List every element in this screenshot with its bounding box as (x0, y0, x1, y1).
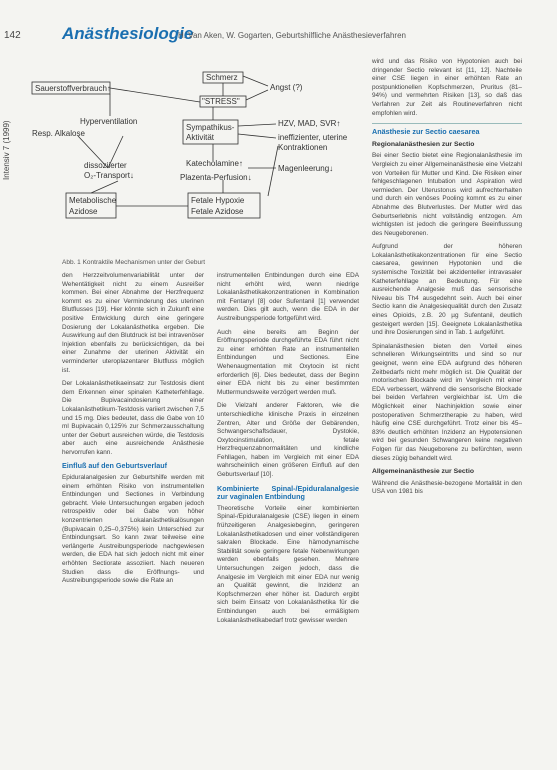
label-hyperventilation: Hyperventilation (80, 117, 138, 126)
col3-paragraph: Spinalanästhesien bieten den Vorteil eines schnelleren Wirkungseintritts und sind so nur geeignet, wenn eine EDA aufgrund des höheren Zeitbedarfs nicht mehr möglich ist. Die Qualität der motorischen Blockade wird im Vergleich mit einer EDA verbessert, während die sensorische Blockade bei beiden Verfahren vergleichbar ist. Um die Möglichkeit einer Nachinjektion sowie einer postoperativen Schmerztherapie zu haben, wird häufig eine CSE durchgeführt. Trotz einer bis 45–83% deutlich erhöhten Inzidenz an Hypotensionen wird bei gesunden Schwangeren keine negativen Folgen für das Neugeborene zu befürchten, wenn dieses zügig behandelt wird. (372, 342, 522, 462)
col3-subheading: Regionalanästhesien zur Sectio (372, 140, 475, 148)
col3-subheading: Allgemeinanästhesie zur Sectio (372, 468, 474, 476)
col3-paragraph: wird und das Risiko von Hypotonien auch bei dringender Sectio relevant ist [11, 12]. Nachteile einer CSE liegen in einer erhöhten Rate an postpunktionellen Kopfschmerzen, Pruritus (81–94%) und vermehrten Risiken [13], so daß das Verfahren zur Zeit als Routineverfahren nicht empfohlen wird. (372, 58, 522, 117)
label-aktivitat: Aktivität (186, 133, 215, 142)
col2-paragraph: Auch eine bereits am Beginn der Eröffnungsperiode durchgeführte EDA führt nicht zu einer erhöhten Rate an instrumentellen Entbindungen und Sectiones. Eine Wehenaugmentation mit Oxytocin ist nicht erforderlich [6]. Dies bedeutet, dass der Beginn einer EDA nicht bis zu einer bestimmten Muttermundsweite verzögert werden muß. (217, 328, 359, 396)
col1-paragraph: Der Lokalanästhetikaeinsatz zur Testdosis dient dem Erkennen einer spinalen Katheterfehllage. Die Bupivacaindosierung einer Lokalanästhetikum-Testdosis variiert zwischen 7,5 und 15 mg. Dies bedeutet, dass die Gabe von 10 ml Bupivacain 0,125% zur Schmerzausschaltung unter der Geburt ausreichen würde, die Testdosis aber auch eine ausreichende Anästhesie hervorrufen kann. (62, 380, 204, 456)
col1-heading: Einfluß auf den Geburtsverlauf (62, 461, 168, 471)
label-angst: Angst (?) (270, 83, 303, 92)
label-kontraktionen: Kontraktionen (278, 143, 328, 152)
figure-caption: Abb. 1 Kontraktile Mechanismen unter der Geburt (62, 259, 206, 266)
label-fetale-azidose: Fetale Azidose (191, 207, 244, 216)
col2-heading: Kombinierte Spinal-/Epiduralanalgesie zur vaginalen Entbindung (217, 483, 359, 502)
column-1 (62, 272, 204, 762)
col3-paragraph: Bei einer Sectio bietet eine Regionalanästhesie im Vergleich zu einer Allgemeinanästhesie eine Vielzahl von Vorteilen für Mutter und Kind. Die Risiken einer fehlgeschlagenen Intubation und Aspiration wird vermieden. Der Uterustonus wird aufrechterhalten und durch ein venöses Pooling kommt es zu einer Abnahme des Blutverlustes. Der Mutter wird das Geburtserlebnis nicht vollständig entzogen. Am wichtigsten ist jedoch die geringere Beeinflussung des Neugeborenen. (372, 152, 522, 237)
page-title: Anästhesiologie (62, 24, 194, 43)
col2-paragraph: instrumentellen Entbindungen durch eine EDA nicht erhöht wird, wenn niedrige Lokalanästhetikakonzentrationen in Kombination mit Fentanyl [8] oder Sufentanil [1] verwendet werden. Dies gilt auch, wenn die EDA in der Austreibungsperiode fortgeführt wird. (217, 272, 359, 322)
column-2 (217, 272, 359, 762)
col1-paragraph: Epiduralanalgesien zur Geburtshilfe werden mit einem erhöhten Risiko von instrumentellen Entbindungen und Sectiones in Verbindung gebracht. Viele Untersuchungen ergaben jedoch retrospektiv oder bei Gabe von höher konzentrierten Lokalanästhetikalösungen (Bupivacain 0,25–0,375%) kein Unterschied zur Entbindungsart. So kann zwar teilweise eine verlängerte Austreibungsperiode nachgewiesen werden, die EDA hat sich jedoch nicht mit einer erhöhten Sectiorate assoziiert. Nach neueren Studien dass die Eröffnungs- und Austreibungsperiode sowie die Rate an (62, 474, 204, 585)
column-3 (372, 58, 522, 762)
label-schmerz: Schmerz (206, 73, 238, 82)
label-hzv: HZV, MAD, SVR↑ (278, 119, 341, 128)
col3-heading: Anästhesie zur Sectio caesarea (372, 127, 480, 137)
col3-paragraph: Während die Anästhesie-bezogene Mortalität in den USA von 1981 bis (372, 479, 522, 496)
col2-paragraph: Theoretische Vorteile einer kombinierten Spinal-/Epiduralanalgesie (CSE) liegen in einem frühzeitigeren Analgesiebeginn, geringeren Lokalanästhetikadosen und einer vollständigeren sakralen Blockade. Eine hämodynamische Stabilität sowie geringere fetale Nebenwirkungen werden ebenfalls gesehen. Mehrere Untersuchungen zeigen jedoch, dass die Analgesie im Vergleich mit einer EDA nur wenig an Qualität gewinnt, die Inzidenz an Kopfschmerzen eher höher ist. Dadurch ergibt sich beim Einsatz von Lokalanästhetika für die Entbindungen auch bei ermäßigtem Lokalanästhetikabedarf trotz gewisser werden (217, 504, 359, 624)
journal-label: Intensiv 7 (1999) (2, 120, 11, 180)
label-fetale-hypoxie: Fetale Hypoxie (191, 196, 245, 205)
label-dissoziation: dissoziierter (84, 161, 127, 170)
col3-paragraph: Aufgrund der höheren Lokalanästhetikakonzentrationen für eine Sectio caesarea, gewinnen Hypotonien und die systemische Toxizität bei akzidenteller intravasaler Katheterfehllage an Bedeutung. Für eine ausreichende Analgesie muß das sensorische Niveau bis Th4 ausgedehnt sein. Auch bei einer Sectio kann die Analgesiequalität durch den Zusatz eines Opioids, z.B. 20 µg Sufentanil, deutlich gesteigert werden [15]. Geeignete Lokalanästhetika und ihre Dosierungen sind in Tab. 1 aufgeführt. (372, 243, 522, 337)
label-sympathikus: Sympathikus- (186, 123, 235, 132)
label-katecholamine: Katecholamine↑ (186, 159, 243, 168)
flow-diagram (28, 56, 368, 256)
label-o2: O₂-Transport↓ (84, 171, 134, 180)
label-resp-alkalose: Resp. Alkalose (32, 129, 85, 138)
label-magen: Magenleerung↓ (278, 164, 334, 173)
col2-paragraph: Die Vielzahl anderer Faktoren, wie die unterschiedliche klinische Praxis in einzelnen Zentren, Alter und Größe der Gebärenden, Schwangerschaftsdauer, Dystokie, Oxytocinstimulation, fetale Herzfrequenzabnormalitäten und kindliche Fehllagen, haben im Vergleich mit einer EDA wahrscheinlich einen größeren Einfluß auf den Geburtsverlauf [10]. (217, 402, 359, 479)
label-uterine: ineffizienter, uterine (278, 133, 348, 142)
page-number: 142 (4, 30, 21, 41)
label-metabolisch: Metabolische (69, 196, 117, 205)
label-sauerstoff: Sauerstoffverbrauch↑ (35, 84, 111, 93)
label-plazenta: Plazenta-Perfusion↓ (180, 173, 252, 182)
label-stress: "STRESS" (202, 97, 240, 106)
label-azidose: Azidose (69, 207, 98, 216)
col1-paragraph: den Herzzeitvolumenvariabilität unter der Wehentätigkeit nicht zu einem Ausreißer kommen. Bei einer Abnahme der Herzfrequenz kommt es zu einer Verminderung des uterinen Blutflusses [19]. Hier könnte sich in Zukunft eine positive Entwicklung durch eine geringere Dosierung der Lokalanästhetika ergeben. Die Auswirkung auf den Blutdruck ist bei intravenöser Injektion ebenfalls zu berücksichtigen, da bei einer Zunahme der uterinen Aktivität ein verminderter uteroplazentarer Blutfluss möglich ist. (62, 272, 204, 374)
authors-line: H. Van Aken, W. Gogarten, Geburtshilfliche Anästhesieverfahren (178, 31, 406, 40)
